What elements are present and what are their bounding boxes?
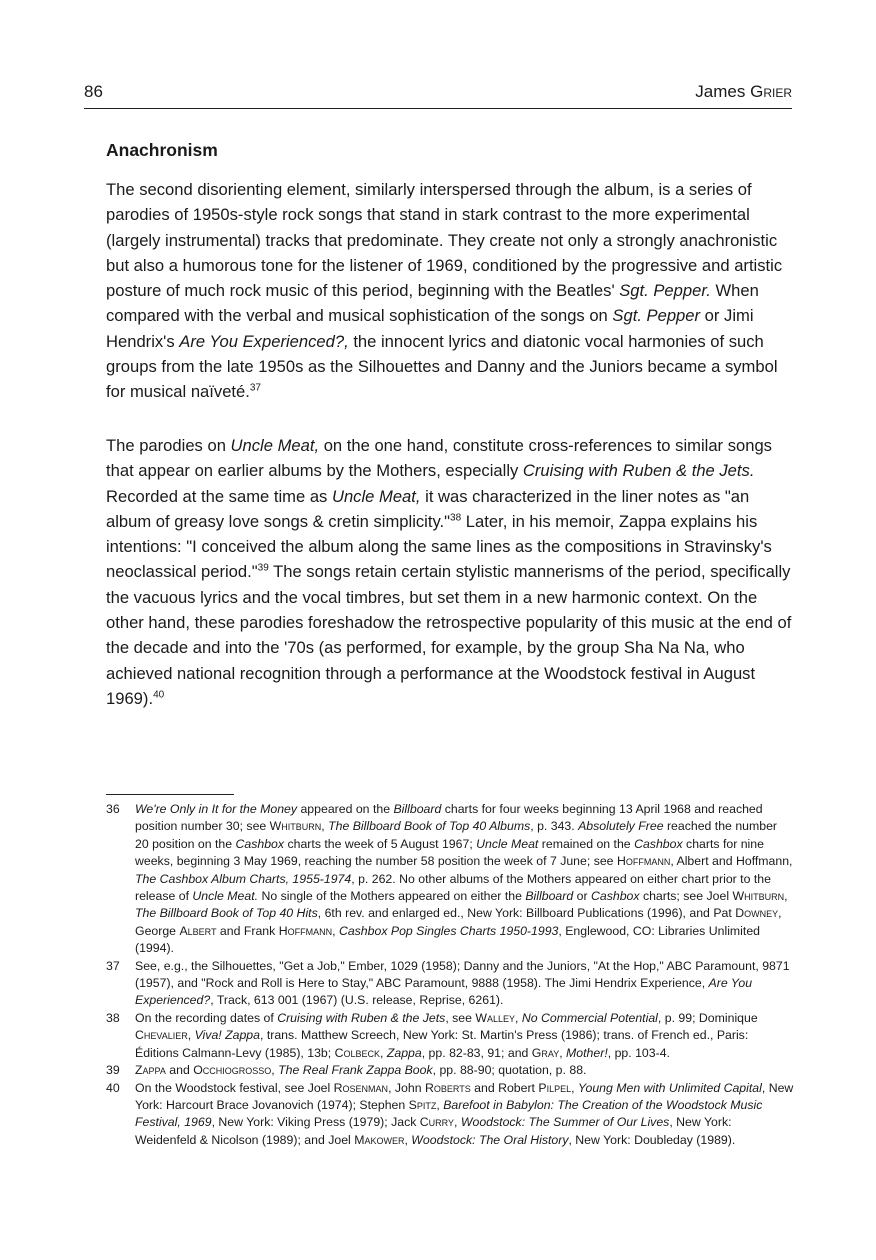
- footnote-ref: 39: [257, 562, 269, 574]
- text-run: The second disorienting element, similarly interspersed through the album, is a series of parodies of 1950s-style rock songs that stand in stark contrast to the more experimental (largely instrumental) tracks that predominate. They create not only a strongly anachronistic but also a humorous tone for the listener of 1969, conditioned by the progressive and artistic posture of much rock music of this period, beginning with the Beatles': [106, 180, 783, 301]
- text-run: ,: [321, 819, 329, 834]
- footnote-37: [106, 958, 794, 1010]
- section-heading: Anachronism: [106, 140, 218, 160]
- author-name: Whitburn: [269, 819, 322, 834]
- text-run: , New York: Harcourt Brace Jovanovich (1974); Stephen: [135, 1080, 794, 1112]
- italic-title: Are You Experienced?,: [179, 331, 349, 351]
- text-run: remained on the: [538, 836, 635, 851]
- text-run: on the one hand, constitute cross-references to similar songs that appear on earlier albums by the Mothers, especially: [106, 436, 772, 481]
- text-run: ,: [454, 1115, 461, 1130]
- text-run: charts the week of 5 August 1967;: [284, 836, 477, 851]
- author-name: Zappa: [135, 1063, 166, 1078]
- text-run: , pp. 82-83, 91; and: [421, 1045, 532, 1060]
- text-run: Later, in his memoir, Zappa explains his intentions: "I conceived the album along the same lines as the compositions in Stravinsky's neoclassical period.": [106, 511, 772, 582]
- text-run: The songs retain certain stylistic mannerisms of the period, specifically the vacuous lyrics and the vocal timbres, but set them in a new harmonic context. On the other hand, these parodies foreshadow the retrospective popularity of this music at the end of the decade and into the '70s (as performed, for example, by the group Sha Na Na, who achieved national recognition through a performance at the Woodstock festival in August 1969).: [106, 562, 792, 708]
- italic-title: Are You Experienced?: [135, 976, 753, 1008]
- text-run: , p. 262. No other albums of the Mothers appeared on either chart prior to the release of: [135, 871, 771, 904]
- header-rule: [84, 108, 792, 109]
- italic-title: Cashbox: [590, 889, 640, 904]
- text-run: charts for nine weeks, beginning 3 May 1969, reaching the number 58 position the week of 7 June; see: [135, 836, 764, 869]
- text-run: ,: [559, 1045, 567, 1060]
- text-run: The parodies on: [106, 436, 231, 455]
- text-run: and: [165, 1063, 194, 1078]
- text-run: , Albert and Hoffmann,: [670, 854, 793, 869]
- italic-title: The Billboard Book of Top 40 Hits: [135, 906, 318, 921]
- footnote-40: [106, 1080, 794, 1150]
- author-name: Albert: [179, 923, 217, 938]
- italic-title: Cruising with Ruben & the Jets.: [522, 461, 755, 481]
- author-name: Gray: [531, 1045, 560, 1060]
- text-run: , Track, 613 001 (1967) (U.S. release, Reprise, 6261).: [210, 993, 504, 1008]
- text-run: or Jimi Hendrix's: [106, 306, 754, 351]
- text-run: ,: [404, 1132, 412, 1147]
- text-run: , pp. 103-4.: [607, 1045, 670, 1060]
- author-name: Makower: [354, 1132, 405, 1147]
- author-name: Pilpel: [538, 1080, 572, 1095]
- text-run: On the Woodstock festival, see Joel: [135, 1080, 334, 1095]
- text-run: ,: [515, 1010, 522, 1025]
- italic-title: The Billboard Book of Top 40 Albums: [328, 819, 531, 834]
- footnote-number: 37: [106, 958, 120, 973]
- text-run: No single of the Mothers appeared on either the: [258, 889, 526, 904]
- footnote-text: [135, 1080, 794, 1150]
- text-run: , p. 99; Dominique: [657, 1010, 758, 1025]
- text-run: it was characterized in the liner notes as "an album of greasy love songs & cretin simplicity.": [106, 486, 750, 531]
- italic-title: Billboard: [393, 802, 442, 816]
- text-run: ,: [271, 1063, 279, 1078]
- author-first-name: James: [695, 82, 746, 101]
- italic-title: Viva! Zappa: [194, 1028, 260, 1043]
- body-paragraph-2: [106, 433, 794, 711]
- italic-title: Woodstock: The Oral History: [411, 1132, 569, 1147]
- footnote-number: 39: [106, 1063, 120, 1078]
- italic-title: Sgt. Pepper.: [619, 281, 711, 301]
- text-run: See, e.g., the Silhouettes, "Get a Job," Ember, 1029 (1958); Danny and the Juniors, "At the Hop," ABC Paramount, 9871 (1957), and "Rock and Roll is Here to Stay," ABC Paramount, 9888 (1958). The Jimi Hendrix Experience,: [135, 958, 790, 991]
- italic-title: Absolutely Free: [578, 819, 664, 834]
- italic-title: The Real Frank Zappa Book: [278, 1063, 433, 1078]
- italic-title: Cruising with Ruben & the Jets: [277, 1010, 446, 1025]
- text-run: charts; see Joel: [639, 889, 733, 904]
- running-head-author: [695, 82, 792, 102]
- text-run: , see: [445, 1010, 476, 1025]
- text-run: ,: [784, 889, 788, 904]
- text-run: , Englewood, CO: Libraries Unlimited (1994).: [135, 923, 760, 956]
- footnote-number: 38: [106, 1010, 120, 1025]
- author-name: Hoffmann: [278, 923, 333, 938]
- italic-title: Billboard: [525, 889, 574, 904]
- text-run: , pp. 88-90; quotation, p. 88.: [432, 1063, 587, 1078]
- text-run: ,: [436, 1097, 444, 1112]
- text-run: ,: [571, 1080, 578, 1095]
- footnote-ref: 37: [249, 382, 261, 394]
- footnote-39: [106, 1062, 794, 1079]
- italic-title: Uncle Meat,: [230, 436, 320, 455]
- footnote-38: [106, 1010, 794, 1062]
- author-name: Colbeck: [334, 1045, 380, 1060]
- text-run: reached the number 20 position on the: [135, 819, 778, 851]
- text-run: , John: [388, 1080, 425, 1095]
- author-name: Walley: [475, 1010, 516, 1025]
- author-name: Chevalier: [135, 1028, 188, 1043]
- italic-title: Uncle Meat.: [192, 889, 259, 904]
- running-head: [84, 80, 792, 108]
- italic-title: Cashbox: [235, 836, 285, 851]
- footnote-ref: 38: [450, 512, 462, 524]
- body-paragraph-1: [106, 177, 794, 405]
- author-name: Whitburn: [732, 889, 785, 904]
- italic-title: Mother!: [566, 1045, 608, 1060]
- footnote-text: [135, 958, 794, 1010]
- italic-title: Young Men with Unlimited Capital: [577, 1080, 762, 1095]
- italic-title: The Cashbox Album Charts, 1955-1974: [135, 871, 352, 886]
- italic-title: No Commercial Potential: [521, 1010, 658, 1025]
- text-run: and Robert: [470, 1080, 539, 1095]
- footnote-36: [106, 801, 794, 958]
- author-name: Occhiogrosso: [193, 1063, 272, 1078]
- italic-title: Uncle Meat: [476, 836, 539, 851]
- author-name: Curry: [419, 1115, 455, 1130]
- author-name: Hoffmann: [616, 854, 671, 869]
- author-name: Spitz: [408, 1097, 437, 1112]
- text-run: ,: [380, 1045, 387, 1060]
- text-run: , New York: Viking Press (1979); Jack: [211, 1115, 420, 1130]
- footnotes: [106, 801, 794, 1149]
- italic-title: Woodstock: The Summer of Our Lives: [460, 1115, 670, 1130]
- author-last-name: Grier: [750, 82, 792, 101]
- italic-title: We're Only in It for the Money: [135, 802, 298, 816]
- text-run: appeared on the: [297, 802, 394, 816]
- page-number: 86: [84, 82, 103, 101]
- footnote-text: [135, 1010, 794, 1062]
- footnote-number: 40: [106, 1080, 120, 1095]
- footnote-rule: [106, 794, 234, 795]
- text-run: and Frank: [216, 923, 279, 938]
- footnote-number: 36: [106, 802, 120, 816]
- text-run: ,: [187, 1028, 195, 1043]
- text-run: , p. 343.: [530, 819, 579, 834]
- text-run: or: [573, 889, 591, 904]
- text-run: , New York: Weidenfeld & Nicolson (1989); and Joel: [135, 1115, 732, 1147]
- text-run: charts for four weeks beginning 13 April 1968 and reached position number 30; see: [135, 802, 763, 834]
- text-run: On the recording dates of: [135, 1010, 278, 1025]
- text-run: , New York: Doubleday (1989).: [568, 1132, 736, 1147]
- italic-title: Uncle Meat,: [331, 486, 421, 506]
- footnote-ref: 40: [153, 689, 165, 701]
- italic-title: Barefoot in Babylon: The Creation of the Woodstock Music Festival, 1969: [135, 1097, 763, 1130]
- text-run: , trans. Matthew Screech, New York: St. Martin's Press (1986); trans. of French ed., Paris: Éditions Calmann-Levy (1985), 13b;: [135, 1028, 749, 1060]
- text-run: the innocent lyrics and diatonic vocal harmonies of such groups from the late 1950s as the Silhouettes and Danny and the Juniors became a symbol for musical naïveté.: [106, 331, 778, 402]
- author-name: Roberts: [424, 1080, 471, 1095]
- italic-title: Cashbox: [634, 836, 683, 851]
- italic-title: Zappa: [386, 1045, 422, 1060]
- author-name: Downey: [735, 906, 779, 921]
- footnote-text: [135, 801, 794, 958]
- italic-title: Cashbox Pop Singles Charts 1950-1993: [338, 923, 559, 938]
- text-run: When compared with the verbal and musical sophistication of the songs on: [106, 281, 759, 326]
- text-run: , 6th rev. and enlarged ed., New York: Billboard Publications (1996), and Pat: [317, 906, 736, 921]
- text-run: , George: [135, 906, 782, 938]
- author-name: Rosenman: [333, 1080, 389, 1095]
- text-run: ,: [332, 923, 339, 938]
- text-run: Recorded at the same time as: [106, 486, 332, 506]
- footnote-text: [135, 1062, 794, 1079]
- italic-title: Sgt. Pepper: [612, 306, 701, 326]
